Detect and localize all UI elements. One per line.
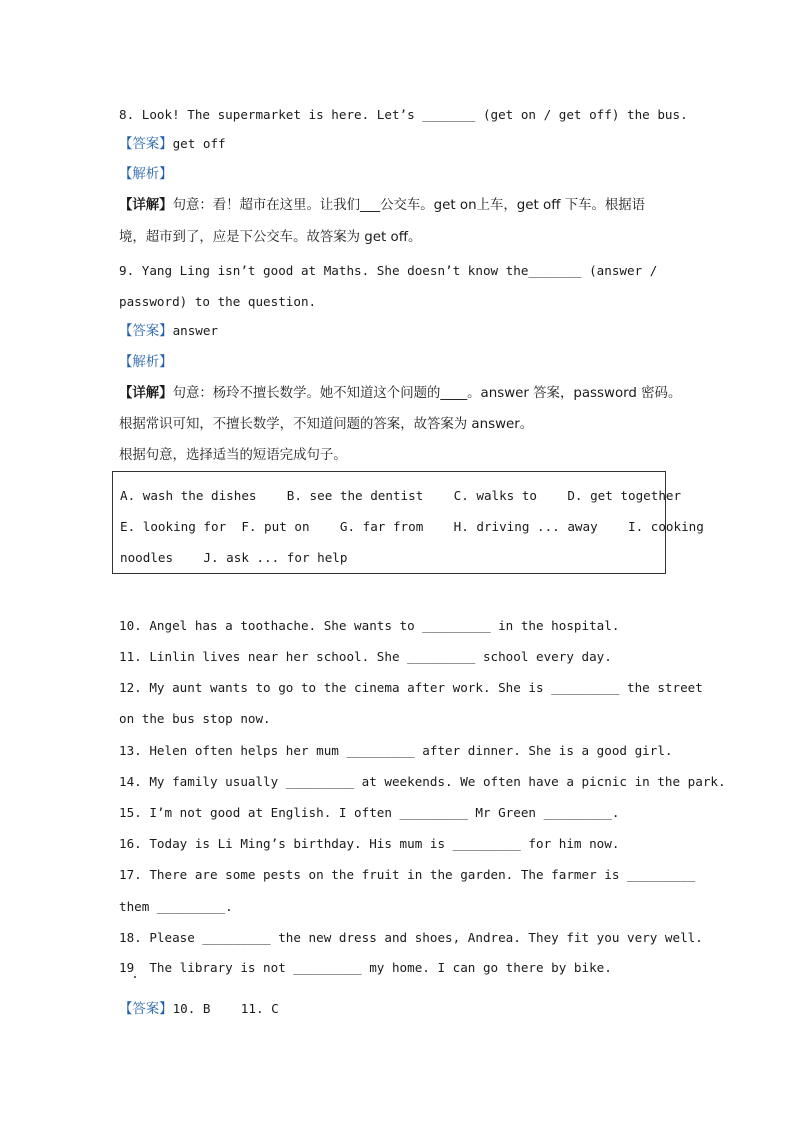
question-14: 14. My family usually _________ at weekends. We often have a picnic in the park. (119, 774, 726, 789)
question-10: 10. Angel has a toothache. She wants to _________ in the hospital. (119, 618, 620, 633)
options-line-1: A. wash the dishes B. see the dentist C. walks to D. get together (120, 488, 682, 503)
question-8: 8. Look! The supermarket is here. Let’s _______ (get on / get off) the bus. (119, 107, 688, 122)
detail-8-line-1 (119, 198, 645, 214)
options-line-2: E. looking for F. put on G. far from H. driving ... away I. cooking (120, 519, 704, 534)
instruction: 根据句意，选择适当的短语完成句子。 (119, 448, 347, 463)
analysis-tag: 【解析】 (119, 355, 173, 370)
question-13: 13. Helen often helps her mum _________ after dinner. She is a good girl. (119, 743, 673, 758)
detail-text: 句意：看！超市在这里。让我们___公交车。get on上车，get off 下车。根据语 (172, 198, 646, 213)
detail-9-line-1 (119, 386, 681, 402)
detail-9-line-2: 根据常识可知，不擅长数学，不知道问题的答案，故答案为 answer。 (119, 417, 534, 432)
answer-text: 10. B 11. C (172, 1001, 279, 1016)
answer-8 (119, 136, 226, 153)
detail-text: 句意：杨玲不擅长数学。她不知道这个问题的____。answer 答案，password 密码。 (172, 386, 682, 401)
question-18: 18. Please _________ the new dress and shoes, Andrea. They fit you very well. (119, 930, 703, 945)
options-box (112, 471, 704, 574)
question-12-line-2: on the bus stop now. (119, 711, 271, 726)
question-16: 16. Today is Li Ming’s birthday. His mum is _________ for him now. (119, 836, 620, 851)
answer-text: answer (172, 323, 219, 338)
analysis-tag: 【解析】 (119, 167, 173, 182)
answer-tag: 【答案】 (119, 1002, 173, 1017)
detail-tag: 【详解】 (119, 198, 173, 213)
answer-tag: 【答案】 (119, 324, 173, 339)
answer-9 (119, 323, 218, 340)
analysis-8 (119, 166, 173, 183)
answer-tag: 【答案】 (119, 137, 173, 152)
stray-dot (134, 976, 136, 978)
question-15: 15. I’m not good at English. I often _________ Mr Green _________. (119, 805, 620, 820)
answer-text: get off (172, 136, 226, 151)
final-answer (119, 1001, 279, 1018)
detail-8-line-2: 境，超市到了，应是下公交车。故答案为 get off。 (119, 230, 422, 245)
question-19: 19 The library is not _________ my home. I can go there by bike. (119, 960, 612, 975)
options-line-3: noodles J. ask ... for help (120, 550, 348, 565)
question-9-line-2: password) to the question. (119, 294, 317, 309)
question-17-line-1: 17. There are some pests on the fruit in the garden. The farmer is _________ (119, 867, 696, 882)
question-17-line-2: them _________. (119, 899, 233, 914)
question-11: 11. Linlin lives near her school. She _________ school every day. (119, 649, 612, 664)
question-12-line-1: 12. My aunt wants to go to the cinema after work. She is _________ the street (119, 680, 703, 695)
analysis-9 (119, 354, 173, 371)
question-9-line-1: 9. Yang Ling isn’t good at Maths. She doesn’t know the_______ (answer / (119, 263, 658, 278)
detail-tag: 【详解】 (119, 386, 173, 401)
